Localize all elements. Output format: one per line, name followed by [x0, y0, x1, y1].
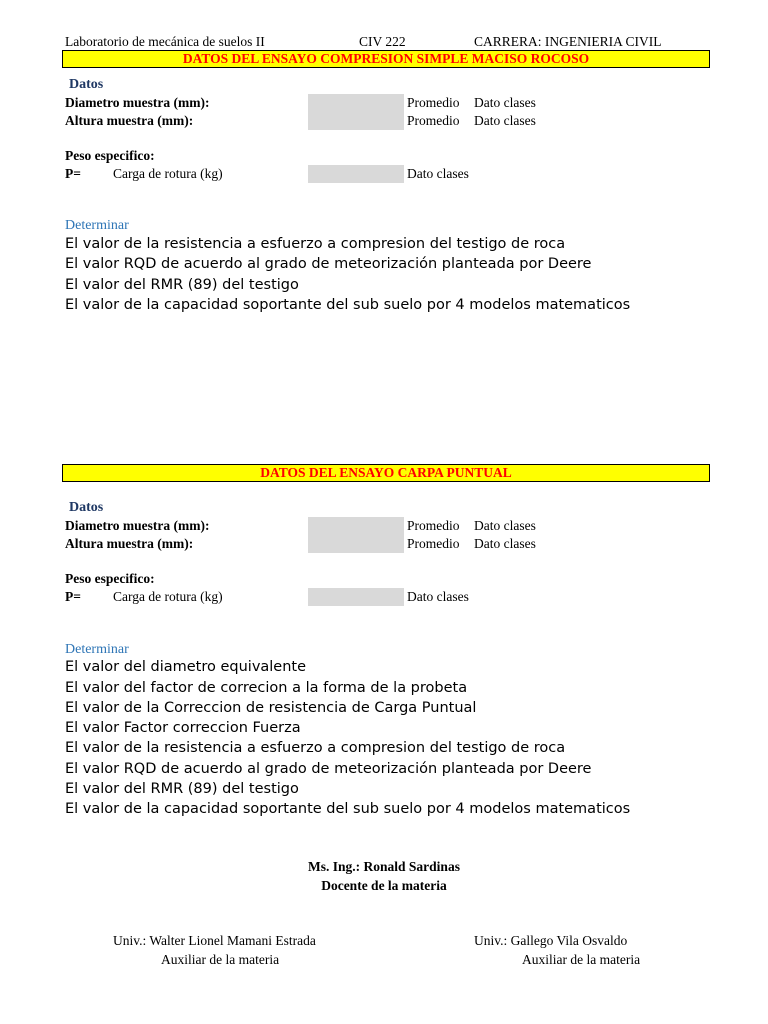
section2-list-item: El valor Factor correccion Fuerza — [65, 720, 301, 736]
section2-list-item: El valor del RMR (89) del testigo — [65, 781, 299, 797]
section2-diametro-label: Diametro muestra (mm): — [65, 518, 210, 533]
section1-promedio-2: Promedio — [407, 113, 460, 128]
section1-altura-label: Altura muestra (mm): — [65, 113, 194, 128]
section2-determinar-label: Determinar — [65, 642, 129, 657]
auxiliary2-name: Univ.: Gallego Vila Osvaldo — [474, 933, 628, 948]
auxiliary1-role: Auxiliar de la materia — [161, 952, 280, 967]
section1-carga-input[interactable] — [308, 165, 404, 183]
section2-dato-clases-3: Dato clases — [407, 589, 469, 604]
section1-list-item: El valor de la capacidad soportante del sub suelo por 4 modelos matematicos — [65, 297, 631, 313]
teacher-role: Docente de la materia — [321, 878, 447, 893]
section1-diametro-label: Diametro muestra (mm): — [65, 95, 210, 110]
section2-list-item: El valor de la resistencia a esfuerzo a compresion del testigo de roca — [65, 740, 566, 756]
section2-promedio-1: Promedio — [407, 518, 460, 533]
section1-dato-clases-3: Dato clases — [407, 166, 469, 181]
section2-list-item: El valor de la Correccion de resistencia de Carga Puntual — [65, 700, 477, 716]
section2-altura-label: Altura muestra (mm): — [65, 536, 194, 551]
section2-list-item: El valor de la capacidad soportante del sub suelo por 4 modelos matematicos — [65, 801, 631, 817]
section2-banner: DATOS DEL ENSAYO CARPA PUNTUAL — [62, 464, 710, 482]
section2-list-item: El valor RQD de acuerdo al grado de meteorización planteada por Deere — [65, 761, 592, 777]
section1-banner: DATOS DEL ENSAYO COMPRESION SIMPLE MACISO ROCOSO — [62, 50, 710, 68]
section1-dato-clases-2: Dato clases — [474, 113, 536, 128]
section2-peso-label: Peso especifico: — [65, 571, 155, 586]
section2-list-item: El valor del diametro equivalente — [65, 659, 307, 675]
section2-dimension-input[interactable] — [308, 517, 404, 553]
section1-carga-label: Carga de rotura (kg) — [113, 166, 223, 181]
section1-list-item: El valor del RMR (89) del testigo — [65, 277, 299, 293]
section1-dato-clases-1: Dato clases — [474, 95, 536, 110]
section2-list-item: El valor del factor de correcion a la forma de la probeta — [65, 680, 468, 696]
section2-carga-input[interactable] — [308, 588, 404, 606]
lab-name: Laboratorio de mecánica de suelos II — [65, 34, 265, 49]
section2-promedio-2: Promedio — [407, 536, 460, 551]
auxiliary1-name: Univ.: Walter Lionel Mamani Estrada — [113, 933, 316, 948]
section2-carga-label: Carga de rotura (kg) — [113, 589, 223, 604]
career-label: CARRERA: INGENIERIA CIVIL — [474, 34, 662, 49]
section1-datos-label: Datos — [69, 77, 104, 92]
section1-promedio-1: Promedio — [407, 95, 460, 110]
section1-p-label: P= — [65, 166, 81, 181]
course-code: CIV 222 — [359, 34, 406, 49]
section2-dato-clases-1: Dato clases — [474, 518, 536, 533]
section1-list-item: El valor RQD de acuerdo al grado de meteorización planteada por Deere — [65, 256, 592, 272]
section1-peso-label: Peso especifico: — [65, 148, 155, 163]
auxiliary2-role: Auxiliar de la materia — [522, 952, 641, 967]
section1-list-item: El valor de la resistencia a esfuerzo a compresion del testigo de roca — [65, 236, 566, 252]
section1-determinar-label: Determinar — [65, 218, 129, 233]
section2-dato-clases-2: Dato clases — [474, 536, 536, 551]
section1-dimension-input[interactable] — [308, 94, 404, 130]
section2-datos-label: Datos — [69, 500, 104, 515]
section2-p-label: P= — [65, 589, 81, 604]
teacher-name: Ms. Ing.: Ronald Sardinas — [308, 859, 460, 874]
